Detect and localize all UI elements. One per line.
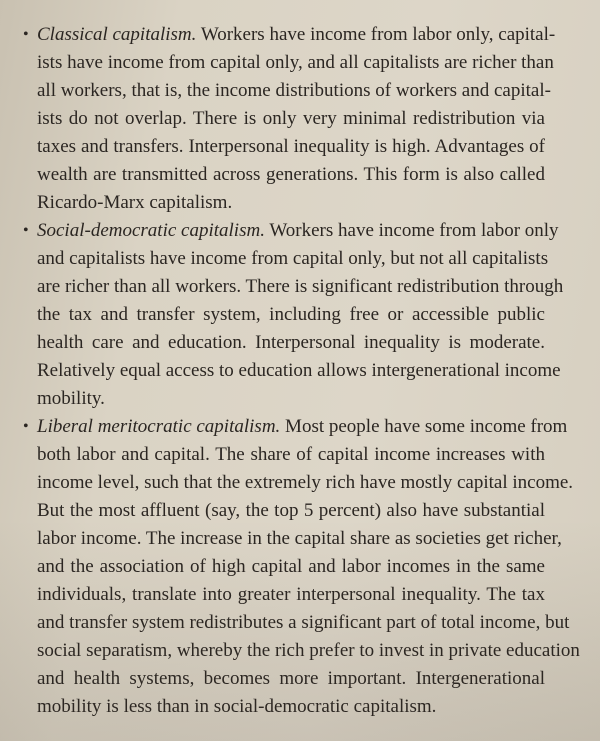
text-line (37, 301, 545, 329)
text-line (37, 525, 562, 553)
text-line (37, 497, 545, 525)
line-text: mobility. (37, 388, 105, 409)
item-title: Liberal meritocratic capitalism. (37, 416, 281, 437)
line-text: income level, such that the extremely rich have mostly capital income. (37, 472, 574, 493)
item-title: Social-democratic capitalism. (37, 220, 265, 241)
text-line (37, 217, 559, 245)
text-line (37, 581, 545, 609)
bullet-icon: • (23, 222, 29, 239)
text-line (37, 637, 580, 665)
text-line (37, 161, 545, 189)
text-line (37, 77, 551, 105)
text-line (37, 357, 561, 385)
item-title: Classical capitalism. (37, 24, 197, 45)
bullet-item (0, 217, 600, 413)
text-line (37, 553, 545, 581)
line-text: ists have income from capital only, and all capitalists are richer than (37, 52, 554, 73)
line-text: individuals, translate into greater interpersonal inequality. The tax (37, 584, 545, 605)
text-line (37, 609, 570, 637)
text-line (37, 21, 556, 49)
text-line (37, 189, 545, 217)
line-text: taxes and transfers. Interpersonal inequality is high. Advantages of (37, 136, 545, 157)
text-line (37, 329, 545, 357)
line-text: Most people have some income from (280, 416, 568, 437)
text-line (37, 413, 568, 441)
line-text: ists do not overlap. There is only very minimal redistribution via (37, 108, 545, 129)
line-text: health care and education. Interpersonal inequality is moderate. (37, 332, 545, 353)
text-line (37, 385, 545, 413)
line-text: wealth are transmitted across generations. This form is also called (37, 164, 545, 185)
book-page (0, 21, 600, 721)
line-text: the tax and transfer system, including free or accessible public (37, 304, 545, 325)
line-text: Workers have income from labor only (264, 220, 559, 241)
line-text: are richer than all workers. There is significant redistribution through (37, 276, 564, 297)
line-text: both labor and capital. The share of capital income increases with (37, 444, 545, 465)
text-line (37, 441, 545, 469)
line-text: Relatively equal access to education allows intergenerational income (37, 360, 561, 381)
line-text: Ricardo-Marx capitalism. (37, 192, 233, 213)
line-text: and capitalists have income from capital only, but not all capitalists (37, 248, 549, 269)
line-text: labor income. The increase in the capital share as societies get richer, (37, 528, 562, 549)
text-line (37, 245, 549, 273)
text-line (37, 469, 574, 497)
bullet-icon: • (23, 418, 29, 435)
line-text: and transfer system redistributes a significant part of total income, but (37, 612, 570, 633)
text-line (37, 133, 545, 161)
line-text: and health systems, becomes more important. Intergenerational (37, 668, 545, 689)
bullet-item (0, 413, 600, 721)
line-text: all workers, that is, the income distributions of workers and capital- (37, 80, 551, 101)
text-line (37, 273, 564, 301)
text-line (37, 105, 545, 133)
bullet-item (0, 21, 600, 217)
line-text: But the most affluent (say, the top 5 percent) also have substantial (37, 500, 545, 521)
line-text: social separatism, whereby the rich prefer to invest in private education (37, 640, 580, 661)
line-text: and the association of high capital and labor incomes in the same (37, 556, 545, 577)
line-text: mobility is less than in social-democratic capitalism. (37, 696, 437, 717)
text-line (37, 49, 554, 77)
text-line (37, 693, 545, 721)
bullet-icon: • (23, 26, 29, 43)
line-text: Workers have income from labor only, capital- (196, 24, 556, 45)
text-line (37, 665, 545, 693)
